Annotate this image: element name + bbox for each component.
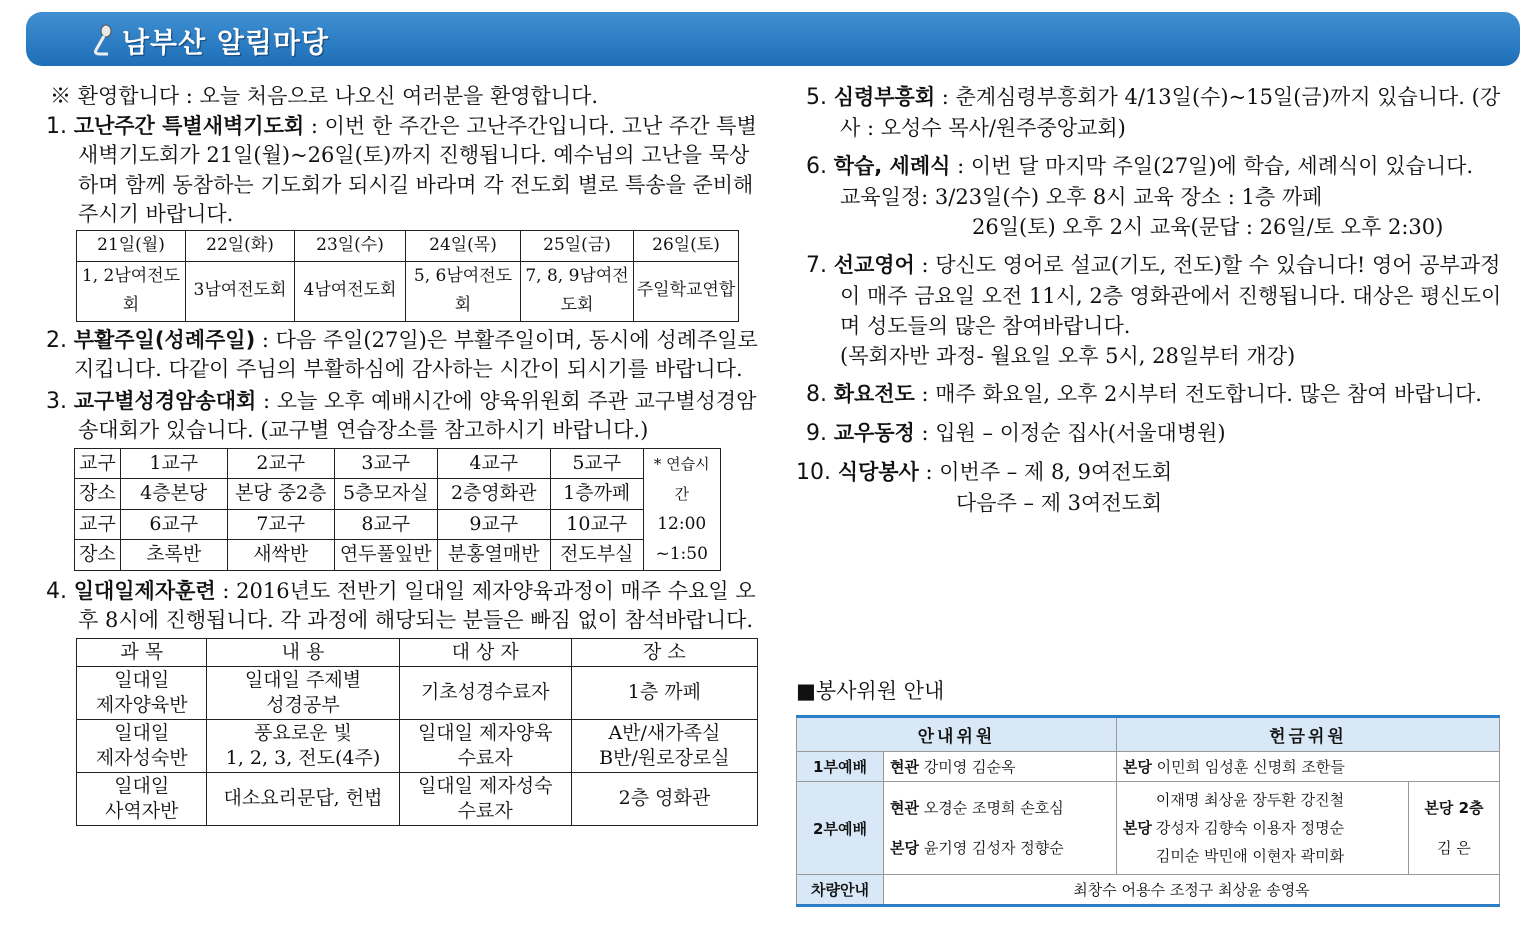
table-row [77,666,758,719]
place-label: 현관 [890,758,919,776]
notice-6-schedule: 교육일정: 3/23일(수) 오후 8시 교육 장소 : 1층 까페 [840,185,1323,209]
service-label: 차량안내 [797,875,884,906]
cell-line: 김 은 [1437,839,1471,857]
table-cell [884,782,1117,875]
names: 오경순 조명희 손호심 [923,799,1064,817]
notice-heading: 선교영어 [833,253,915,277]
notice-6-schedule-2: 26일(토) 오후 2시 교육(문답 : 26일/토 오후 2:30) [972,215,1444,239]
cell-line: 풍요로운 빛 [254,721,352,744]
cell-line: 김미순 박민애 이현자 곽미화 [1155,847,1345,865]
table-cell: 교구 [75,448,121,479]
table-cell: 기초성경수료자 [399,666,571,719]
notice-number: 8. [806,382,827,407]
table-cell [399,772,571,825]
cell-line: 일대일 [114,668,170,691]
notice-heading: 학습, 세례식 [833,154,951,178]
table-header: 내 용 [207,638,399,666]
practice-time-end: ~1:50 [655,544,708,564]
cell-line: 일대일 제자양육 [417,721,553,744]
notice-number: 4. [46,578,67,604]
table-cell: 장소 [75,540,121,571]
notice-number: 5. [806,85,827,110]
table-row [797,752,1500,782]
table-cell [1116,752,1499,782]
table-row [75,509,721,540]
table-cell: 25일(금) [521,230,634,261]
cell-line: B반/원로장로실 [599,746,730,769]
table-cell: 전도부실 [550,540,643,571]
notice-number: 10. [796,460,831,485]
table-cell [1409,782,1500,875]
notice-text: : 입원 – 이정순 집사(서울대병원) [914,421,1226,445]
district-venue-table [74,448,721,571]
notice-number: 1. [46,113,67,139]
table-cell: 1층 까페 [571,666,757,719]
cell-line: 이재명 최상윤 장두환 강진철 [1155,791,1345,809]
table-row [77,230,739,261]
cell-line [890,828,1110,868]
table-cell [77,719,207,772]
table-cell: 2층영화관 [437,479,550,510]
table-cell: 7교구 [227,509,334,540]
table-header: 대 상 자 [399,638,571,666]
cell-line: 성경공부 [266,693,340,716]
table-cell: 6교구 [120,509,227,540]
table-header-row [77,638,758,666]
notice-heading: 고난주간 특별새벽기도회 [73,113,305,138]
place-cell [1123,786,1156,870]
place-label: 본당 [1122,819,1152,837]
table-cell: 24일(목) [406,230,521,261]
service-label: 1부예배 [797,752,884,782]
table-cell: 초록반 [120,540,227,571]
table-cell [1116,782,1408,875]
table-cell: 3남여전도회 [186,261,295,321]
table-header: 안내위원 [797,717,1117,752]
table-row [77,261,739,321]
notice-heading: 화요전도 [833,382,915,406]
practice-label: * 연습시간 [653,455,710,503]
table-header: 장 소 [571,638,757,666]
notice-number: 9. [806,421,827,446]
cell-line: 강성자 김향숙 이용자 정명순 [1155,819,1345,837]
table-cell: 연두풀잎반 [334,540,437,571]
table-row [77,772,758,825]
notice-number: 3. [46,388,67,414]
names: 강미영 김순옥 [923,758,1016,776]
cell-line: 제자양육반 [95,693,188,716]
table-header: 헌금위원 [1116,717,1499,752]
notice-heading: 식당봉사 [837,460,919,484]
table-cell [77,666,207,719]
volunteer-table [796,715,1500,907]
table-row [75,479,721,510]
notice-2 [46,326,758,385]
cell-line: 수료자 [457,799,513,822]
table-cell: 주일학교연합 [634,261,739,321]
table-row [797,782,1500,875]
cell-line: 수료자 [457,746,513,769]
place-label: 본당 [1122,758,1152,776]
table-cell: 본당 중2층 [227,479,334,510]
cell-line: 본당 2층 [1424,799,1484,817]
cell-line: 1, 2, 3, 전도(4주) [225,746,381,769]
table-cell: 3교구 [334,448,437,479]
notice-text: : 춘계심령부흥회가 4/13일(수)~15일(금)까지 있습니다. (강사 : 오성수 목사/원주중앙교회) [840,85,1501,140]
table-cell: 4교구 [437,448,550,479]
offering-inner [1123,786,1344,870]
names: 이민희 임성훈 신명희 조한들 [1156,758,1345,776]
notice-1 [46,112,758,230]
right-column [796,82,1508,518]
welcome-text: ※ 환영합니다 : 오늘 처음으로 나오신 여러분을 환영합니다. [50,84,599,108]
cell-line: 일대일 [114,774,170,797]
notice-6 [796,151,1508,182]
table-cell [207,719,399,772]
cell-line: 일대일 주제별 [244,668,362,691]
notice-heading: 부활주일(성례주일) [73,327,256,352]
table-cell: 7, 8, 9남여전도회 [521,261,634,321]
notice-8 [796,379,1508,410]
notice-text: : 당신도 영어로 설교(기도, 전도)할 수 있습니다! 영어 공부과정이 매주 금요일 오전 11시, 2층 영화관에서 진행됩니다. 대상은 평신도이며 성도들의 많은 참여바랍니다. [840,253,1502,338]
table-cell: 분홍열매반 [437,540,550,571]
notice-text: : 오늘 오후 예배시간에 양육위원회 주관 교구별성경암송대회가 있습니다. (교구별 연습장소를 참고하시기 바랍니다.) [78,388,757,442]
table-cell [399,719,571,772]
service-label: 2부예배 [797,782,884,875]
notice-text: : 이번 한 주간은 고난주간입니다. 고난 주간 특별새벽기도회가 21일(월)~26일(토)까지 진행됩니다. 예수님의 고난을 묵상하며 함께 동참하는 기도회가 되시길 바라며 각 전도회 별로 특송을 준비해 주시기 바랍니다. [78,113,757,226]
cell-line: A반/새가족실 [608,721,721,744]
table-cell [884,752,1117,782]
table-row [75,540,721,571]
notice-text: : 다음 주일(27일)은 부활주일이며, 동시에 성례주일로 지킵니다. 다같이 주님의 부활하심에 감사하는 시간이 되시기를 바랍니다. [74,327,758,381]
notice-number: 7. [806,253,827,278]
cell-line: 일대일 [114,721,170,744]
notice-3 [46,387,758,446]
table-cell: 2교구 [227,448,334,479]
table-cell: 1, 2남여전도회 [77,261,186,321]
notice-text: : 이번주 – 제 8, 9여전도회 [918,460,1173,484]
notice-text: : 매주 화요일, 오후 2시부터 전도합니다. 많은 참여 바랍니다. [914,382,1482,406]
names: 윤기영 김성자 정향순 [923,839,1064,857]
table-cell: 5층모자실 [334,479,437,510]
course-table [76,638,758,826]
table-cell: 5, 6남여전도회 [406,261,521,321]
notice-5 [796,82,1508,143]
notice-10 [796,457,1508,488]
table-cell: 1층까페 [550,479,643,510]
table-cell: 21일(월) [77,230,186,261]
microphone-icon [90,24,116,56]
left-column [46,82,758,826]
notice-number: 2. [46,327,67,353]
notice-text: : 이번 달 마지막 주일(27일)에 학습, 세례식이 있습니다. [950,154,1474,178]
table-header-row [797,717,1500,752]
table-row [77,719,758,772]
table-cell: 최창수 어용수 조정구 최상윤 송영옥 [884,875,1500,906]
notice-heading: 교우동정 [833,421,915,445]
notice-text: : 2016년도 전반기 일대일 제자양육과정이 매주 수요일 오후 8시에 진행됩니다. 각 과정에 해당되는 분들은 빠짐 없이 참석바랍니다. [78,578,756,632]
table-cell: 9교구 [437,509,550,540]
table-cell: 22일(화) [186,230,295,261]
table-cell: 23일(수) [295,230,406,261]
notice-9 [796,418,1508,449]
table-cell [77,772,207,825]
table-cell: 5교구 [550,448,643,479]
practice-time-start: 12:00 [657,514,707,534]
table-cell: 4층본당 [120,479,227,510]
table-cell: 2층 영화관 [571,772,757,825]
cell-line: 일대일 제자성숙 [417,774,553,797]
table-cell: 새싹반 [227,540,334,571]
practice-time-cell [643,448,720,570]
page-title: 남부산 알림마당 [122,26,330,59]
notice-heading: 심령부흥회 [833,85,936,109]
table-header: 과 목 [77,638,207,666]
table-cell: 1교구 [120,448,227,479]
table-cell: 4남여전도회 [295,261,406,321]
section-title: ■봉사위원 안내 [796,679,945,703]
notice-heading: 교구별성경암송대회 [73,388,257,413]
notice-7-extra: (목회자반 과정- 월요일 오후 5시, 28일부터 개강) [840,344,1296,368]
notice-10-next: 다음주 – 제 3여전도회 [956,491,1163,515]
table-cell: 10교구 [550,509,643,540]
notice-7 [796,250,1508,341]
table-row [75,448,721,479]
notice-4 [46,577,758,636]
table-row [797,875,1500,906]
cell-line [890,788,1110,828]
cell-line: 사역자반 [105,799,179,822]
names-cell [1156,786,1344,870]
table-cell [571,719,757,772]
table-cell [207,666,399,719]
table-row [1123,786,1344,870]
place-label: 본당 [890,839,919,857]
header-banner [26,12,1520,66]
place-label: 현관 [890,799,919,817]
prayer-schedule-table [76,230,739,322]
table-cell: 장소 [75,479,121,510]
table-cell: 대소요리문답, 헌법 [207,772,399,825]
table-cell: 교구 [75,509,121,540]
table-cell: 26일(토) [634,230,739,261]
notice-number: 6. [806,154,827,179]
service-volunteers [796,675,1500,907]
cell-line: 제자성숙반 [95,746,188,769]
table-cell: 8교구 [334,509,437,540]
notice-heading: 일대일제자훈련 [73,578,216,603]
